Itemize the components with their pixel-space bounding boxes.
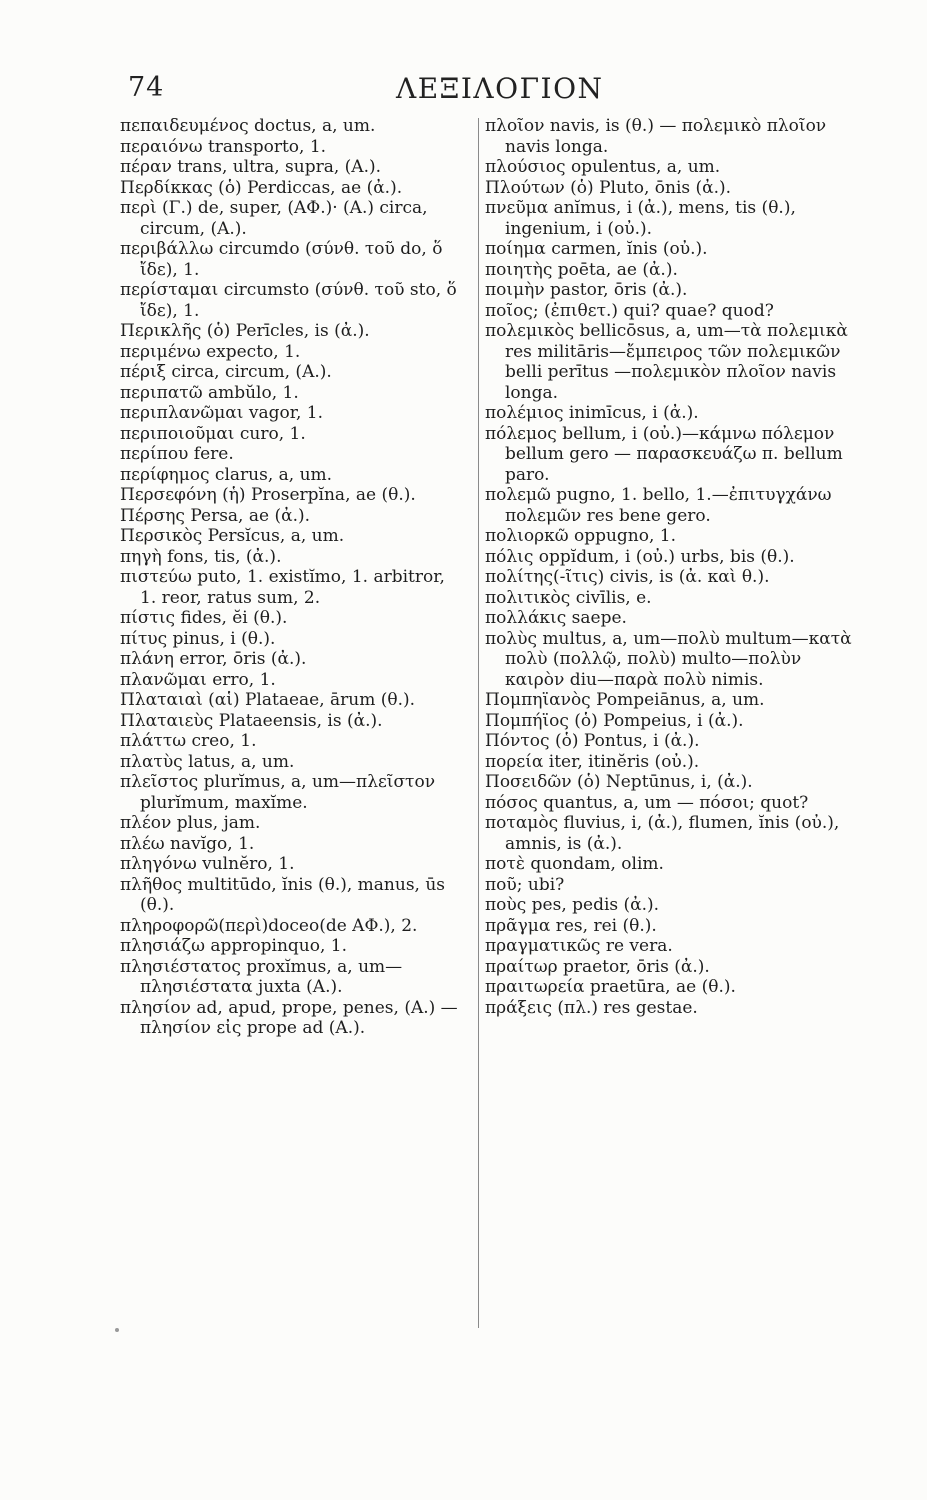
- dictionary-entry: πλησίον ad, apud, prope, penes, (Α.) — πλησίον εἰς prope ad (Α.).: [120, 997, 458, 1038]
- dictionary-entry: πεπαιδευμένος doctus, a, um.: [120, 116, 376, 136]
- dictionary-entry: περίφημος clarus, a, um.: [120, 464, 333, 485]
- dictionary-entry: πιστεύω puto, 1. existĭmo, 1. arbitror, 1. reor, ratus sum, 2.: [120, 567, 445, 608]
- dictionary-entry: πραίτωρ praetor, ōris (ἀ.).: [485, 956, 710, 977]
- page-number: 74: [128, 72, 165, 103]
- dictionary-entry: ποιμὴν pastor, ōris (ἀ.).: [485, 280, 688, 300]
- dictionary-entry: πορεία iter, itinĕris (οὐ.).: [485, 751, 700, 772]
- dictionary-entry: πλῆθος multitūdo, ĭnis (θ.), manus, ūs (θ.).: [120, 874, 446, 915]
- dictionary-entry: πίτυς pinus, i (θ.).: [120, 628, 276, 649]
- page-title: ΛΕΞΙΛΟΓΙΟΝ: [396, 72, 604, 105]
- dictionary-entry: πέραν trans, ultra, supra, (Α.).: [120, 157, 382, 177]
- dictionary-entry: Πλαταιεὺς Plataeensis, is (ἀ.).: [120, 710, 383, 731]
- dictionary-entry: πολιορκῶ oppugno, 1.: [485, 526, 677, 546]
- dictionary-entry: πέριξ circa, circum, (Α.).: [120, 362, 332, 382]
- dictionary-entry: πολλάκις saepe.: [485, 608, 627, 628]
- dictionary-entry: πλάνη error, ōris (ἀ.).: [120, 649, 307, 669]
- dictionary-entry: ποῖος; (ἐπιθετ.) qui? quae? quod?: [485, 300, 774, 321]
- dictionary-entry: πίστις fides, ĕi (θ.).: [120, 608, 288, 628]
- dictionary-entry: πρᾶγμα res, rei (θ.).: [485, 915, 657, 936]
- dictionary-entry: πλησιέστατος proxĭmus, a, um—πλησιέστατα juxta (Α.).: [120, 956, 403, 997]
- dictionary-entry: πλησιάζω appropinquo, 1.: [120, 936, 347, 956]
- dictionary-entry: ποιητὴς poēta, ae (ἀ.).: [485, 259, 678, 280]
- dictionary-entry: πλανῶμαι erro, 1.: [120, 669, 276, 690]
- dictionary-entry: περιμένω expecto, 1.: [120, 341, 301, 362]
- dictionary-entry: περίπου fere.: [120, 444, 234, 464]
- print-speck: [115, 1328, 119, 1332]
- dictionary-entry: Περσικὸς Persĭcus, a, um.: [120, 526, 345, 546]
- dictionary-entry: ποὺς pes, pedis (ἀ.).: [485, 895, 660, 915]
- dictionary-entry: περιπατῶ ambŭlo, 1.: [120, 382, 299, 403]
- dictionary-entry: ποτὲ quondam, olim.: [485, 854, 664, 874]
- dictionary-entry: πλέον plus, jam.: [120, 813, 261, 833]
- column-divider: [478, 118, 479, 1328]
- dictionary-entry: Πόντος (ὁ) Pontus, i (ἀ.).: [485, 731, 700, 751]
- dictionary-entry: ποῦ; ubi?: [485, 874, 565, 895]
- dictionary-entry: πλάττω creo, 1.: [120, 731, 257, 751]
- dictionary-entry: πλούσιος opulentus, a, um.: [485, 157, 721, 177]
- dictionary-entry: Περδίκκας (ὁ) Perdiccas, ae (ἀ.).: [120, 177, 403, 198]
- dictionary-entry: πολεμικὸς bellicōsus, a, um—τὰ πολεμικὰ res militāris—ἔμπειρος τῶν πολεμικῶν belli perītus —πολεμικὸν πλοῖον navis longa.: [485, 321, 848, 403]
- dictionary-entry: πληροφορῶ(περὶ)doceo(de ΑΦ.), 2.: [120, 915, 418, 936]
- dictionary-entry: Πλούτων (ὁ) Pluto, ōnis (ἀ.).: [485, 177, 732, 198]
- dictionary-entry: πόλις oppĭdum, i (οὐ.) urbs, bis (θ.).: [485, 546, 795, 567]
- dictionary-entry: πλέω navĭgo, 1.: [120, 833, 255, 854]
- right-column: [485, 116, 855, 1018]
- dictionary-entry: πλατὺς latus, a, um.: [120, 751, 295, 772]
- dictionary-entry: πνεῦμα anĭmus, i (ἀ.), mens, tis (θ.), ingenium, i (οὐ.).: [485, 198, 796, 239]
- dictionary-entry: πολίτης(-ῖτις) civis, is (ἀ. καὶ θ.).: [485, 567, 770, 587]
- dictionary-entry: Περικλῆς (ὁ) Perīcles, is (ἀ.).: [120, 321, 370, 341]
- dictionary-entry: Πομπηϊανὸς Pompeiānus, a, um.: [485, 690, 765, 710]
- dictionary-entry: περιπλανῶμαι vagor, 1.: [120, 403, 324, 423]
- dictionary-entry: περαιόνω transporto, 1.: [120, 136, 327, 157]
- dictionary-entry: Πέρσης Persa, ae (ἀ.).: [120, 505, 311, 526]
- dictionary-entry: Περσεφόνη (ἡ) Proserpĭna, ae (θ.).: [120, 485, 416, 505]
- left-column: [120, 116, 464, 1039]
- dictionary-entry: πραγματικῶς re vera.: [485, 936, 673, 956]
- dictionary-entry: ποταμὸς fluvius, i, (ἀ.), flumen, ĭnis (οὐ.), amnis, is (ἀ.).: [485, 813, 840, 854]
- dictionary-entry: περιβάλλω circumdo (σύνθ. τοῦ do, ὅ ἴδε), 1.: [120, 239, 443, 280]
- dictionary-entry: πλεῖστος plurĭmus, a, um—πλεῖστον plurĭmum, maxĭme.: [120, 772, 436, 813]
- dictionary-entry: ποίημα carmen, ĭnis (οὐ.).: [485, 239, 708, 259]
- dictionary-entry: πόλεμος bellum, i (οὐ.)—κάμνω πόλεμον bellum gero — παρασκευάζω π. bellum paro.: [485, 423, 843, 485]
- dictionary-entry: περὶ (Γ.) de, super, (ΑΦ.)· (Α.) circa, circum, (Α.).: [120, 198, 428, 239]
- dictionary-entry: περιποιοῦμαι curo, 1.: [120, 423, 306, 444]
- dictionary-entry: πλοῖον navis, is (θ.) — πολεμικὸ πλοῖον navis longa.: [485, 116, 827, 157]
- dictionary-entry: πληγόνω vulnĕro, 1.: [120, 854, 295, 874]
- dictionary-entry: πολεμῶ pugno, 1. bello, 1.—ἐπιτυγχάνω πολεμῶν res bene gero.: [485, 485, 832, 526]
- dictionary-entry: περίσταμαι circumsto (σύνθ. τοῦ sto, ὅ ἴδε), 1.: [120, 280, 457, 321]
- dictionary-entry: πόσος quantus, a, um — πόσοι; quot?: [485, 792, 809, 813]
- dictionary-entry: πραιτωρεία praetūra, ae (θ.).: [485, 977, 736, 997]
- dictionary-entry: πολιτικὸς civīlis, e.: [485, 587, 652, 608]
- dictionary-entry: πολὺς multus, a, um—πολὺ multum—κατὰ πολὺ (πολλῷ, πολὺ) multo—πολὺν καιρὸν diu—παρὰ πολὺ nimis.: [485, 628, 852, 690]
- dictionary-entry: πράξεις (πλ.) res gestae.: [485, 997, 698, 1018]
- dictionary-entry: Πομπήϊος (ὁ) Pompeius, i (ἀ.).: [485, 710, 744, 731]
- dictionary-entry: πολέμιος inimīcus, i (ἀ.).: [485, 403, 699, 423]
- dictionary-entry: πηγὴ fons, tis, (ἀ.).: [120, 546, 282, 567]
- dictionary-entry: Πλαταιαὶ (αἱ) Plataeae, ārum (θ.).: [120, 690, 416, 710]
- dictionary-entry: Ποσειδῶν (ὁ) Neptūnus, i, (ἀ.).: [485, 772, 753, 792]
